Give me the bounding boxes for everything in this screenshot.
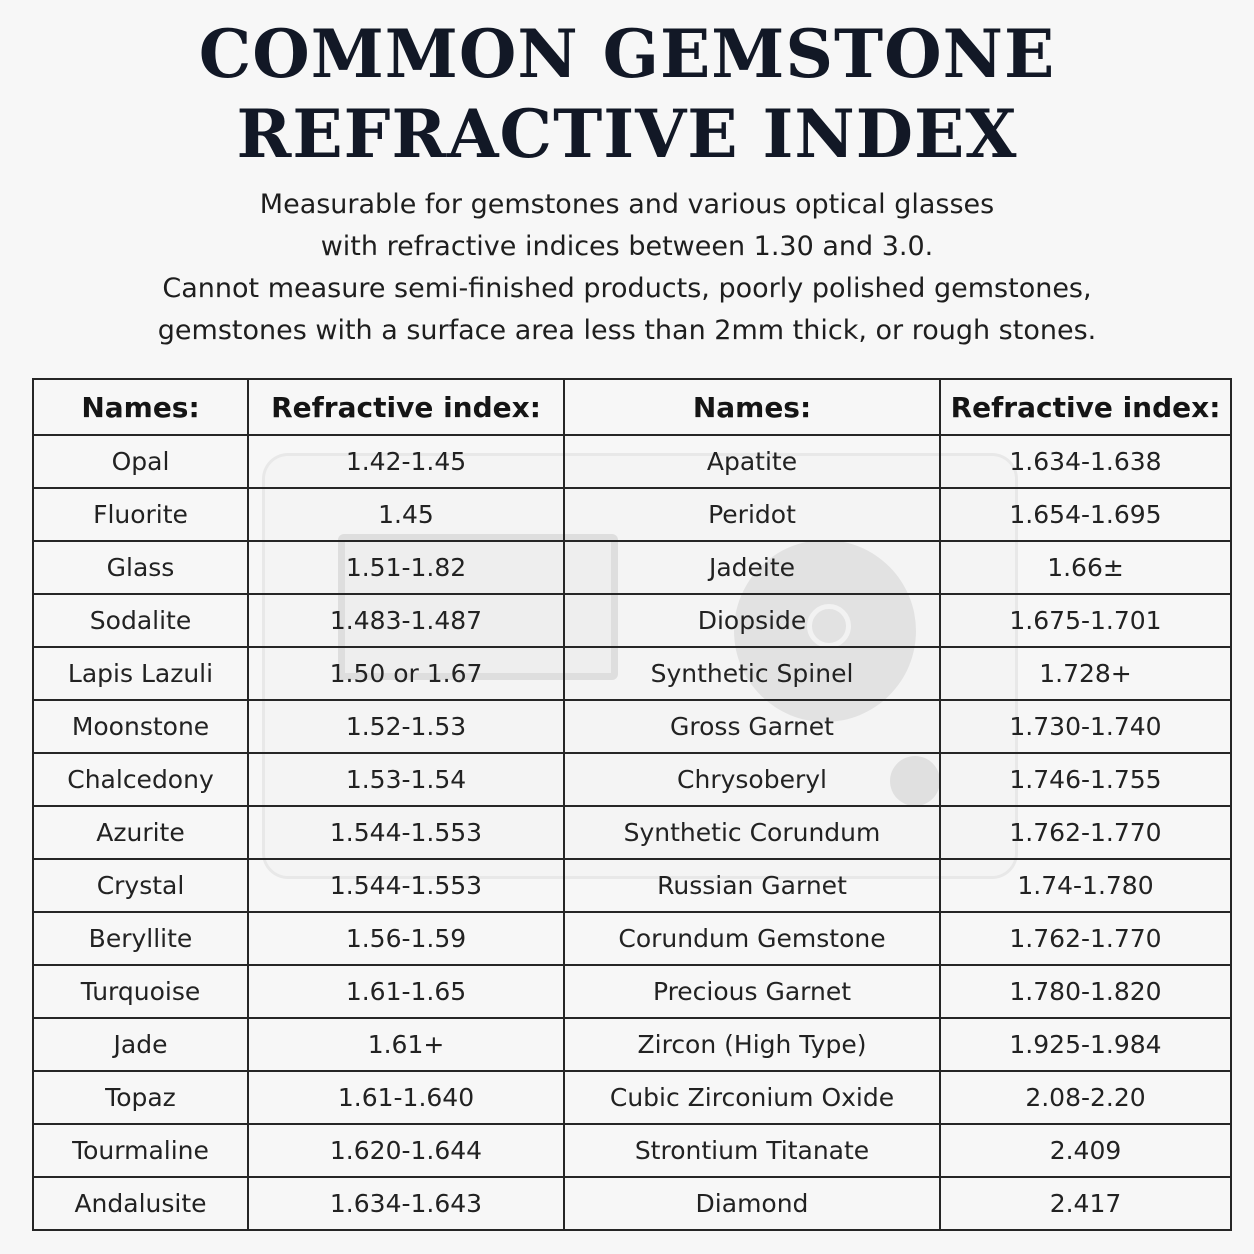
gem-name: Opal <box>33 435 248 488</box>
gem-index: 2.08-2.20 <box>940 1071 1231 1124</box>
table-row <box>33 594 1231 647</box>
gem-index: 1.56-1.59 <box>248 912 564 965</box>
table-row <box>33 541 1231 594</box>
table-row <box>33 806 1231 859</box>
gem-name: Turquoise <box>33 965 248 1018</box>
gem-name: Crystal <box>33 859 248 912</box>
gem-index: 1.730-1.740 <box>940 700 1231 753</box>
gem-index: 1.544-1.553 <box>248 859 564 912</box>
gem-name: Synthetic Corundum <box>564 806 940 859</box>
refractive-index-table <box>32 378 1232 1231</box>
page-title <box>0 14 1254 174</box>
gem-name: Chrysoberyl <box>564 753 940 806</box>
gem-name: Lapis Lazuli <box>33 647 248 700</box>
table-row <box>33 1124 1231 1177</box>
header-index-right: Refractive index: <box>940 379 1231 435</box>
gem-name: Sodalite <box>33 594 248 647</box>
gem-index: 1.620-1.644 <box>248 1124 564 1177</box>
description-line-1: Measurable for gemstones and various optical glasses <box>259 189 995 220</box>
refractive-index-table-container <box>32 378 1230 1218</box>
gem-name: Cubic Zirconium Oxide <box>564 1071 940 1124</box>
gem-index: 1.53-1.54 <box>248 753 564 806</box>
gem-name: Jadeite <box>564 541 940 594</box>
gem-name: Corundum Gemstone <box>564 912 940 965</box>
gem-index: 2.409 <box>940 1124 1231 1177</box>
gem-name: Tourmaline <box>33 1124 248 1177</box>
gem-index: 1.74-1.780 <box>940 859 1231 912</box>
gem-name: Diamond <box>564 1177 940 1230</box>
gem-index: 1.483-1.487 <box>248 594 564 647</box>
gem-index: 1.61-1.640 <box>248 1071 564 1124</box>
gem-index: 1.746-1.755 <box>940 753 1231 806</box>
gem-index: 1.52-1.53 <box>248 700 564 753</box>
table-row <box>33 753 1231 806</box>
gem-name: Synthetic Spinel <box>564 647 940 700</box>
table-row <box>33 965 1231 1018</box>
table-row <box>33 1177 1231 1230</box>
table-row <box>33 700 1231 753</box>
gem-name: Precious Garnet <box>564 965 940 1018</box>
gem-name: Gross Garnet <box>564 700 940 753</box>
title-line-2: REFRACTIVE INDEX <box>236 95 1018 173</box>
gem-index: 1.762-1.770 <box>940 912 1231 965</box>
gem-index: 1.780-1.820 <box>940 965 1231 1018</box>
gem-name: Azurite <box>33 806 248 859</box>
gem-index: 1.634-1.638 <box>940 435 1231 488</box>
gem-index: 1.61+ <box>248 1018 564 1071</box>
gem-index: 1.51-1.82 <box>248 541 564 594</box>
gem-index: 1.634-1.643 <box>248 1177 564 1230</box>
gem-name: Fluorite <box>33 488 248 541</box>
gem-name: Topaz <box>33 1071 248 1124</box>
gem-index: 1.45 <box>248 488 564 541</box>
table-header-row <box>33 379 1231 435</box>
gem-name: Moonstone <box>33 700 248 753</box>
description <box>0 184 1254 352</box>
gem-name: Strontium Titanate <box>564 1124 940 1177</box>
gem-index: 2.417 <box>940 1177 1231 1230</box>
gem-index: 1.925-1.984 <box>940 1018 1231 1071</box>
header-names-left: Names: <box>33 379 248 435</box>
gem-index: 1.762-1.770 <box>940 806 1231 859</box>
gem-name: Russian Garnet <box>564 859 940 912</box>
gem-index: 1.42-1.45 <box>248 435 564 488</box>
gem-index: 1.544-1.553 <box>248 806 564 859</box>
gem-index: 1.654-1.695 <box>940 488 1231 541</box>
gem-index: 1.675-1.701 <box>940 594 1231 647</box>
header-index-left: Refractive index: <box>248 379 564 435</box>
description-line-3: Cannot measure semi-finished products, poorly polished gemstones, <box>162 273 1092 304</box>
table-row <box>33 1071 1231 1124</box>
description-line-2: with refractive indices between 1.30 and 3.0. <box>320 231 934 262</box>
gem-name: Chalcedony <box>33 753 248 806</box>
header-names-right: Names: <box>564 379 940 435</box>
gem-name: Diopside <box>564 594 940 647</box>
table-row <box>33 912 1231 965</box>
title-line-1: COMMON GEMSTONE <box>198 15 1056 93</box>
gem-index: 1.61-1.65 <box>248 965 564 1018</box>
gem-index: 1.728+ <box>940 647 1231 700</box>
table-row <box>33 859 1231 912</box>
table-row <box>33 647 1231 700</box>
table-row <box>33 435 1231 488</box>
gem-index: 1.66± <box>940 541 1231 594</box>
gem-index: 1.50 or 1.67 <box>248 647 564 700</box>
table-row <box>33 1018 1231 1071</box>
gem-name: Beryllite <box>33 912 248 965</box>
gem-name: Apatite <box>564 435 940 488</box>
gem-name: Jade <box>33 1018 248 1071</box>
gem-name: Andalusite <box>33 1177 248 1230</box>
gem-name: Glass <box>33 541 248 594</box>
description-line-4: gemstones with a surface area less than 2mm thick, or rough stones. <box>157 315 1097 346</box>
gem-name: Peridot <box>564 488 940 541</box>
gem-name: Zircon (High Type) <box>564 1018 940 1071</box>
table-row <box>33 488 1231 541</box>
